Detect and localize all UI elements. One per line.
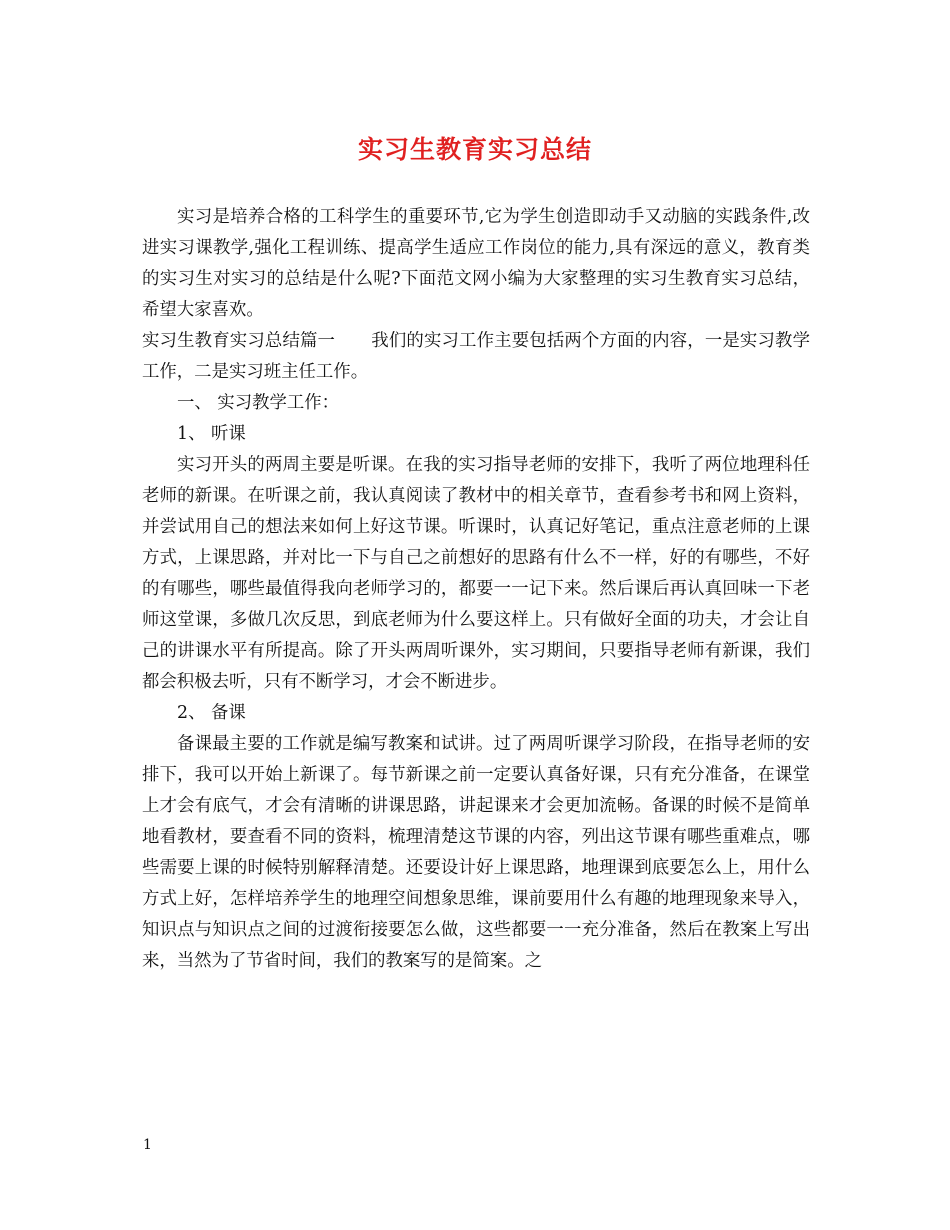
page-number: 1 (143, 1137, 152, 1153)
document-body (142, 202, 810, 977)
item1-heading: 1、 听课 (177, 424, 246, 444)
part-one-heading: 一、 实习教学工作： (177, 393, 340, 413)
item2-paragraph: 备课最主要的工作就是编写教案和试讲。过了两周听课学习阶段，在指导老师的安排下，我可以开始上新课了。每节新课之前一定要认真备好课，只有充分准备，在课堂上才会有底气，才会有清晰的讲课思路，讲起课来才会更加流畅。备课的时候不是简单地看教材，要查看不同的资料，梳理清楚这节课的内容，列出这节课有哪些重难点，哪些需要上课的时候特别解释清楚。还要设计好上课思路，地理课到底要怎么上，用什么方式上好，怎样培养学生的地理空间想象思维，课前要用什么有趣的地理现象来导入，知识点与知识点之间的过渡衔接要怎么做，这些都要一一充分准备，然后在教案上写出来，当然为了节省时间，我们的教案写的是简案。之 (142, 734, 810, 971)
item1-paragraph: 实习开头的两周主要是听课。在我的实习指导老师的安排下，我听了两位地理科任老师的新课。在听课之前，我认真阅读了教材中的相关章节，查看参考书和网上资料，并尝试用自己的想法来如何上好这节课。听课时，认真记好笔记，重点注意老师的上课方式，上课思路，并对比一下与自己之前想好的思路有什么不一样，好的有哪些，不好的有哪些，哪些最值得我向老师学习的，都要一一记下来。然后课后再认真回味一下老师这堂课，多做几次反思，到底老师为什么要这样上。只有做好全面的功夫，才会让自己的讲课水平有所提高。除了开头两周听课外，实习期间，只要指导老师有新课，我们都会积极去听，只有不断学习，才会不断进步。 (142, 455, 810, 692)
item2-heading: 2、 备课 (177, 703, 246, 723)
section-paragraph (142, 326, 810, 388)
document-title: 实习生教育实习总结 (357, 135, 592, 164)
intro-paragraph: 实习是培养合格的工科学生的重要环节,它为学生创造即动手又动脑的实践条件,改进实习课教学,强化工程训练、提高学生适应工作岗位的能力,具有深远的意义，教育类的实习生对实习的总结是什么呢?下面范文网小编为大家整理的实习生教育实习总结，希望大家喜欢。 (142, 207, 810, 320)
section-intro: 我们的实习工作主要包括两个方面的内容，一是实习教学工作，二是实习班主任工作。 (142, 331, 810, 382)
section-heading: 实习生教育实习总结篇一 (142, 331, 336, 351)
